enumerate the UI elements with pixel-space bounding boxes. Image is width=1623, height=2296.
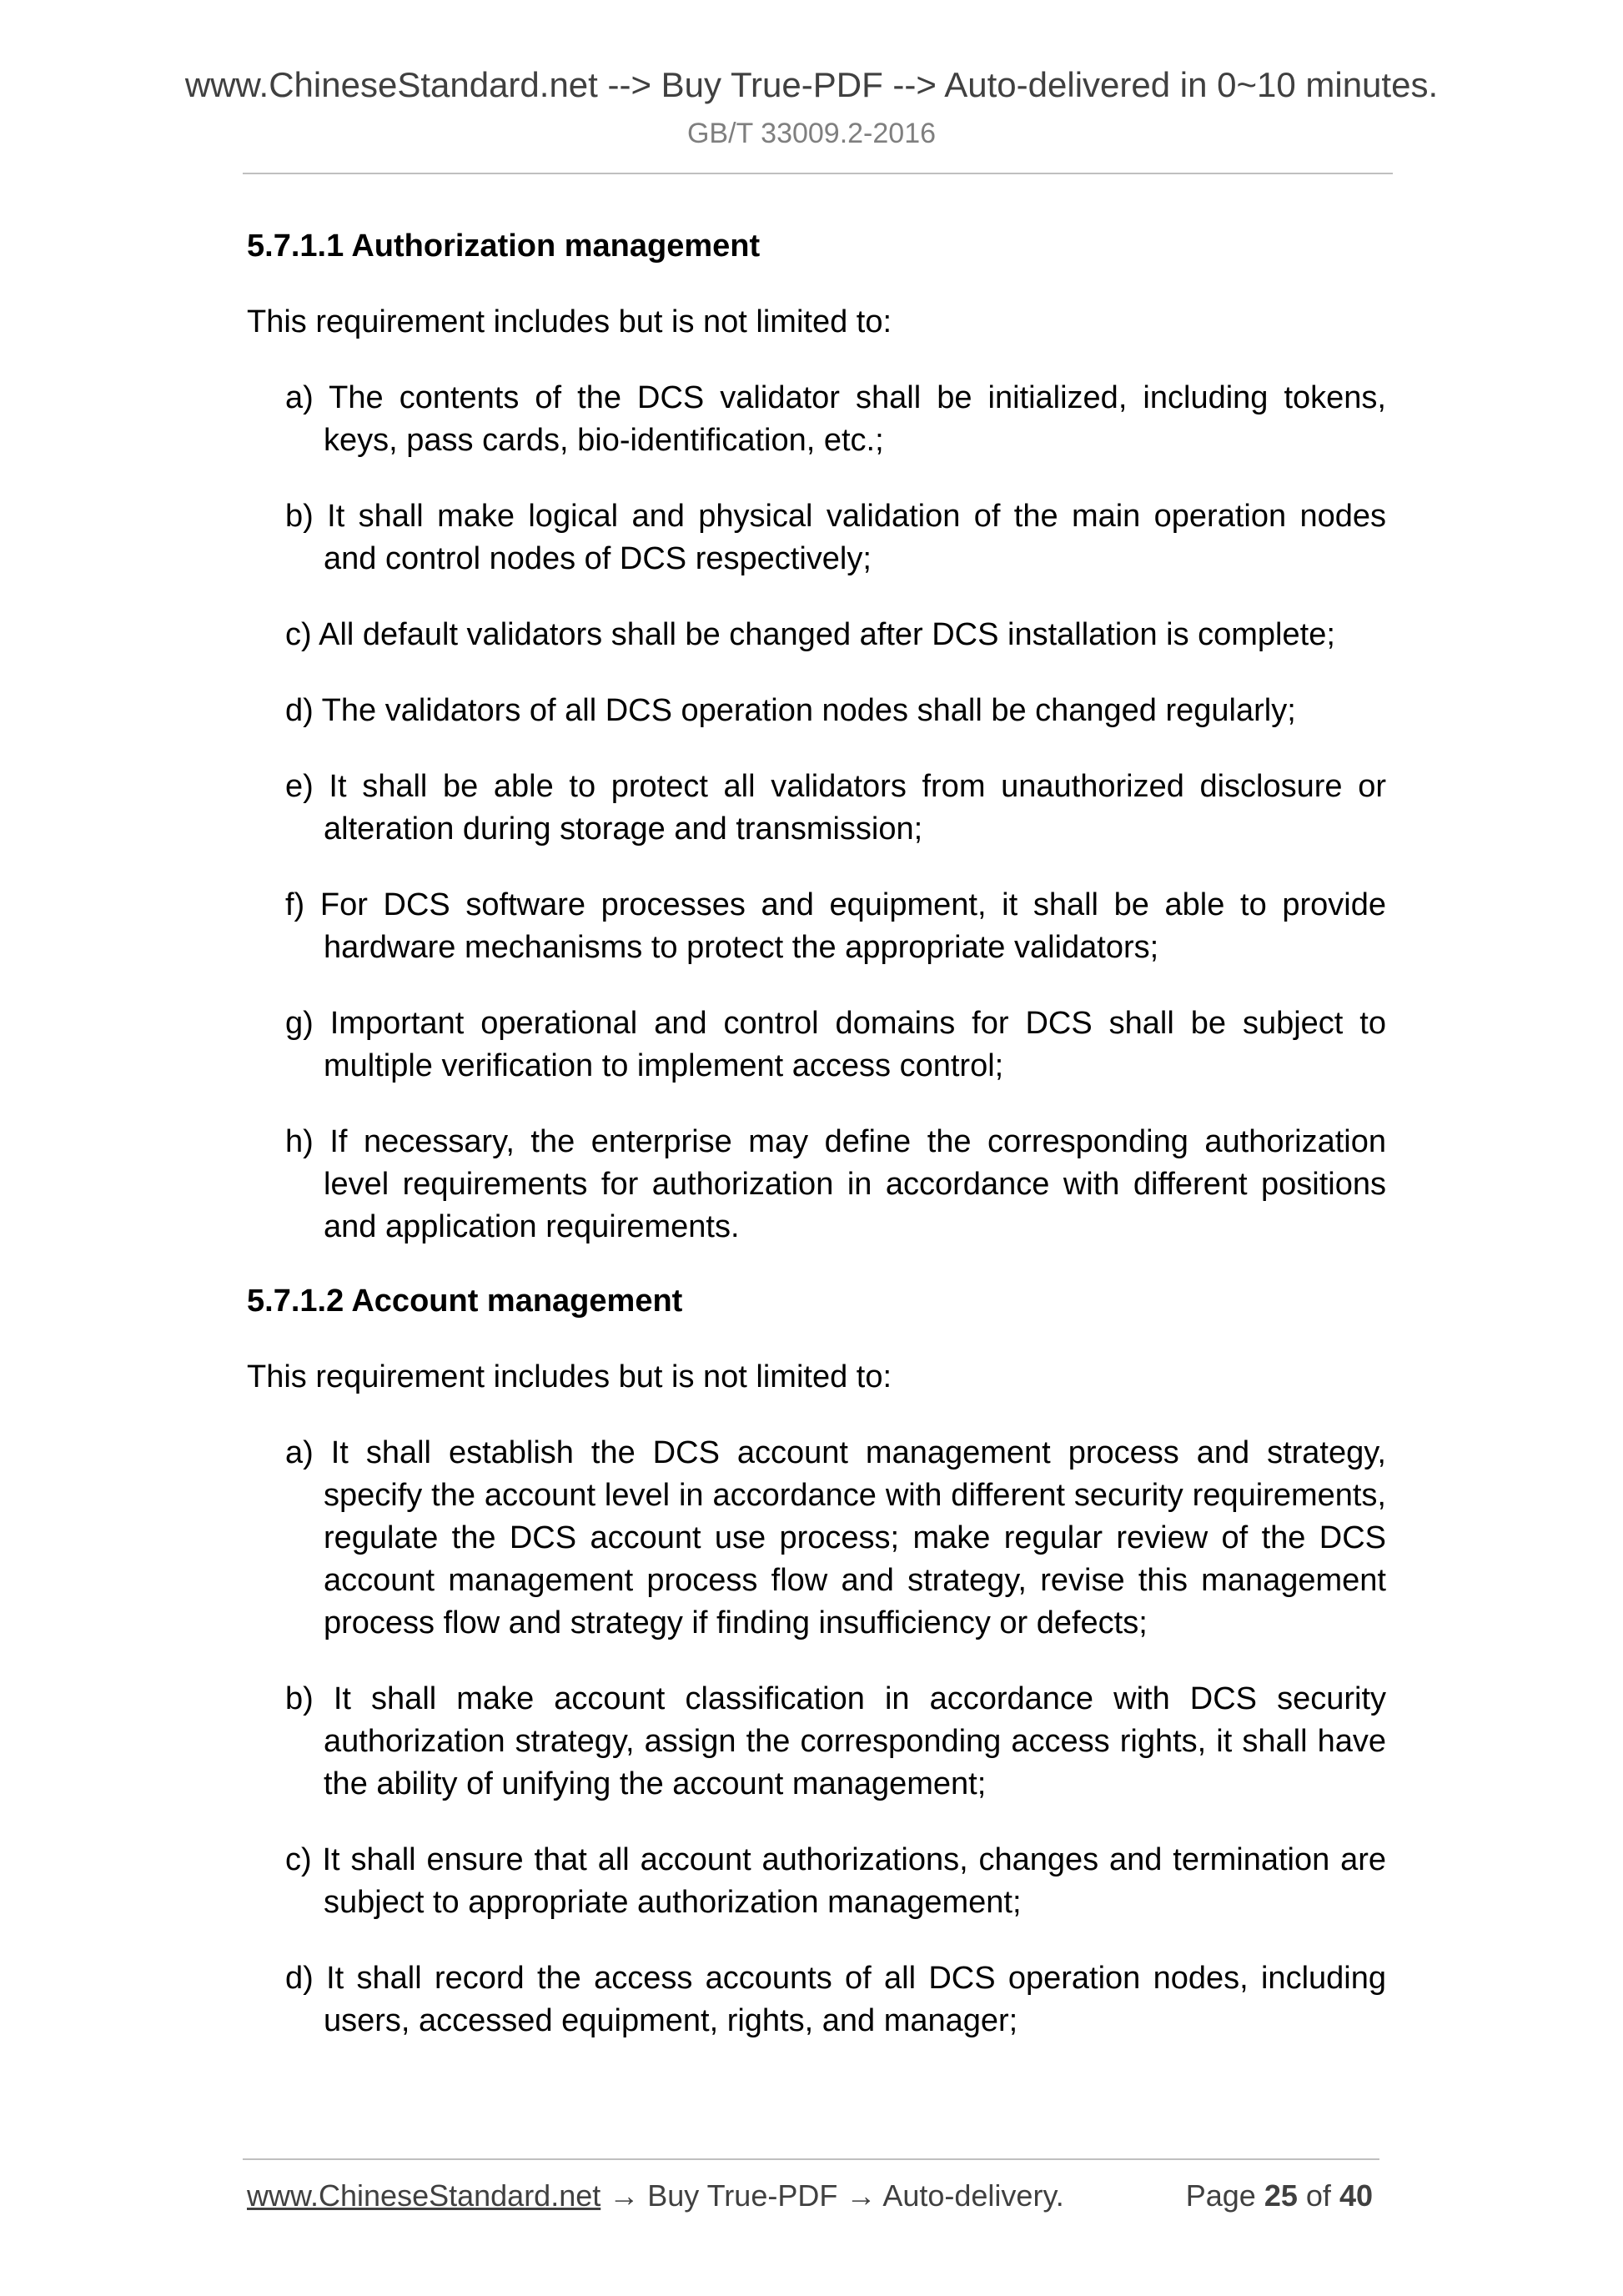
footer-left: [247, 2178, 1064, 2213]
list-item: g) Important operational and control domains for DCS shall be subject to multiple verification to implement access control;: [285, 1006, 1386, 1083]
page-footer: [247, 2178, 1373, 2213]
footer-divider: [243, 2158, 1379, 2160]
section-intro: This requirement includes but is not limited to:: [247, 304, 892, 339]
list-item: e) It shall be able to protect all validators from unauthorized disclosure or alteration during storage and transmission;: [285, 769, 1386, 847]
section-heading-account: 5.7.1.2 Account management: [247, 1284, 683, 1319]
section-intro: This requirement includes but is not limited to:: [247, 1359, 892, 1394]
page-label: Page: [1185, 2178, 1256, 2213]
list-item: b) It shall make logical and physical validation of the main operation nodes and control nodes of DCS respectively;: [285, 499, 1386, 576]
page-number: 25: [1264, 2178, 1298, 2213]
list-item: d) It shall record the access accounts of all DCS operation nodes, including users, accessed equipment, rights, and manager;: [285, 1961, 1386, 2038]
page-indicator: [1186, 2178, 1373, 2213]
delivery-text: → Buy True-PDF → Auto-delivery.: [609, 2178, 1064, 2213]
list-item: d) The validators of all DCS operation nodes shall be changed regularly;: [285, 693, 1296, 728]
header-banner: www.ChineseStandard.net --> Buy True-PDF --> Auto-delivered in 0~10 minutes.: [184, 65, 1439, 104]
list-item: h) If necessary, the enterprise may define the corresponding authorization level requirements for authorization in accordance with different positions and application requirements.: [285, 1124, 1386, 1244]
header-divider: [243, 173, 1393, 174]
list-item: c) It shall ensure that all account authorizations, changes and termination are subject to appropriate authorization management;: [285, 1842, 1386, 1920]
of-label: of: [1305, 2178, 1331, 2213]
requirement-list-authorization: [247, 377, 1386, 1248]
list-item: f) For DCS software processes and equipment, it shall be able to provide hardware mechanisms to protect the appropriate validators;: [285, 887, 1386, 965]
requirement-list-account: [247, 1432, 1386, 2042]
list-item: c) All default validators shall be changed after DCS installation is complete;: [285, 617, 1335, 652]
page-total: 40: [1339, 2178, 1373, 2213]
list-item: a) The contents of the DCS validator shall be initialized, including tokens, keys, pass cards, bio-identification, etc.;: [285, 380, 1386, 458]
section-heading-authorization: 5.7.1.1 Authorization management: [247, 229, 761, 264]
list-item: b) It shall make account classification in accordance with DCS security authorization strategy, assign the corresponding access rights, it shall have the ability of unifying the account management;: [285, 1681, 1386, 1801]
document-body: [247, 225, 1386, 2074]
list-item: a) It shall establish the DCS account management process and strategy, specify the account level in accordance with different security requirements, regulate the DCS account use process; make regular review of the DCS account management process flow and strategy, revise this management process flow and strategy if finding insufficiency or defects;: [285, 1435, 1386, 1640]
standard-code: GB/T 33009.2-2016: [686, 118, 937, 149]
site-link[interactable]: www.ChineseStandard.net: [247, 2178, 601, 2213]
